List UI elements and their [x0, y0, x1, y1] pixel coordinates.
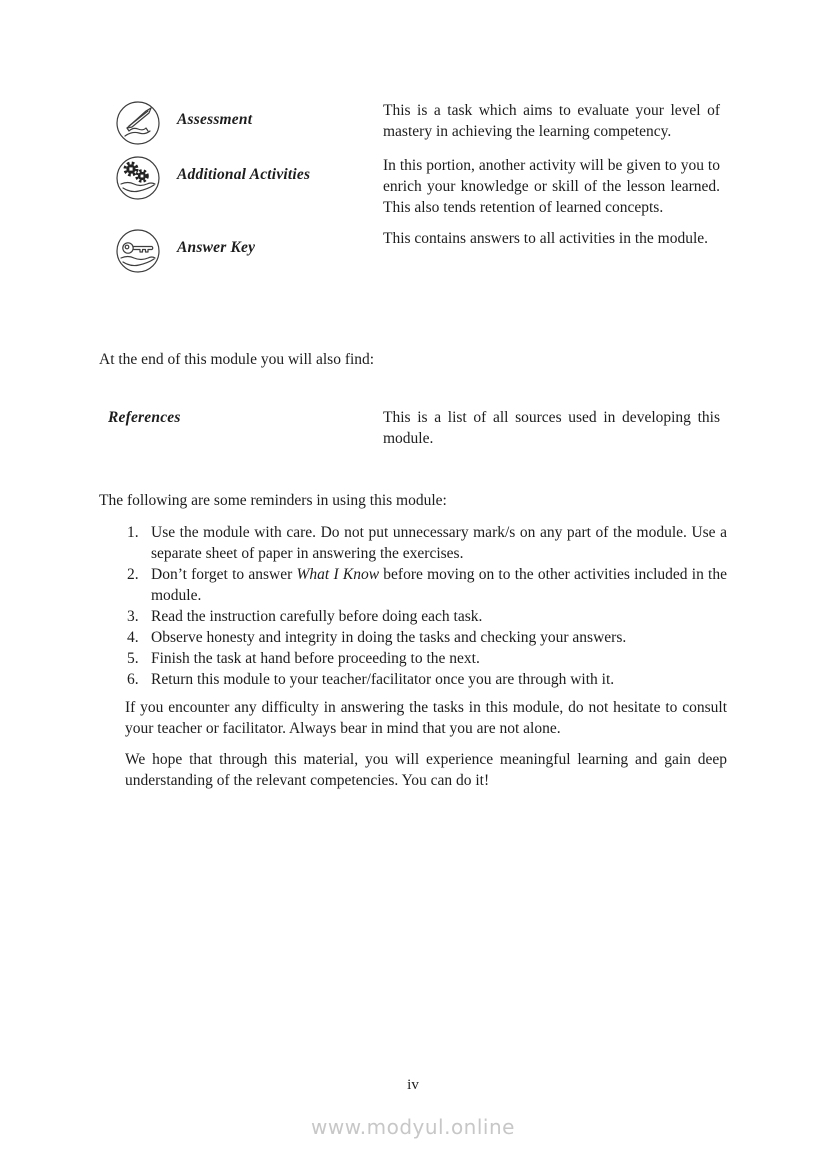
- list-item-number: 6.: [127, 671, 139, 688]
- references-row: [108, 407, 720, 449]
- list-item: [127, 669, 727, 690]
- icon-legend-section: [115, 100, 727, 274]
- list-item-number: 3.: [127, 608, 139, 625]
- icon-legend-row-additional-activities: [115, 155, 727, 218]
- list-item-text: Use the module with care. Do not put unnecessary mark/s on any part of the module. Use a separate sheet of paper in answering the exercises.: [151, 524, 727, 562]
- icon-legend-row-assessment: [115, 100, 727, 146]
- icon-legend-row-answer-key: [115, 228, 727, 274]
- icon-label: Assessment: [177, 111, 253, 128]
- list-item-text: Don’t forget to answer What I Know before moving on to the other activities included in the module.: [151, 566, 727, 604]
- list-item-text: Finish the task at hand before proceeding to the next.: [151, 650, 480, 667]
- list-item-number: 5.: [127, 650, 139, 667]
- list-item: [127, 648, 727, 669]
- list-item-text: Observe honesty and integrity in doing the tasks and checking your answers.: [151, 629, 627, 646]
- closing-paragraph: If you encounter any difficulty in answering the tasks in this module, do not hesitate to consult your teacher or facilitator. Always bear in mind that you are not alone.: [125, 699, 727, 737]
- icon-description: In this portion, another activity will be given to you to enrich your knowledge or skill of the lesson learned. This also tends retention of learned concepts.: [383, 157, 720, 216]
- reminders-intro: The following are some reminders in using this module:: [99, 492, 447, 509]
- icon-description: This is a task which aims to evaluate your level of mastery in achieving the learning competency.: [383, 102, 720, 140]
- list-item: [127, 522, 727, 564]
- icon-description: This contains answers to all activities in the module.: [383, 230, 709, 247]
- list-item: [127, 564, 727, 606]
- closing-paragraph: We hope that through this material, you will experience meaningful learning and gain deep understanding of the relevant competencies. You can do it!: [125, 751, 727, 789]
- list-item-number: 1.: [127, 524, 139, 541]
- references-label: References: [108, 409, 181, 426]
- icon-label: Additional Activities: [177, 166, 311, 183]
- end-note-text: At the end of this module you will also find:: [99, 351, 375, 368]
- watermark: www.modyul.online: [311, 1115, 515, 1139]
- page-number: iv: [407, 1077, 419, 1093]
- list-item-text: Return this module to your teacher/facilitator once you are through with it.: [151, 671, 615, 688]
- key-hand-icon: [115, 228, 177, 274]
- list-item: [127, 606, 727, 627]
- list-item-number: 2.: [127, 566, 139, 583]
- list-item-text: Read the instruction carefully before doing each task.: [151, 608, 483, 625]
- italic-phrase: What I Know: [296, 566, 380, 583]
- list-item: [127, 627, 727, 648]
- list-item-number: 4.: [127, 629, 139, 646]
- reminders-section: [99, 490, 727, 791]
- reminders-list: [99, 522, 727, 690]
- references-description: This is a list of all sources used in developing this module.: [383, 409, 720, 447]
- icon-label: Answer Key: [177, 239, 256, 256]
- gears-hand-icon: [115, 155, 177, 201]
- writing-hand-icon: [115, 100, 177, 146]
